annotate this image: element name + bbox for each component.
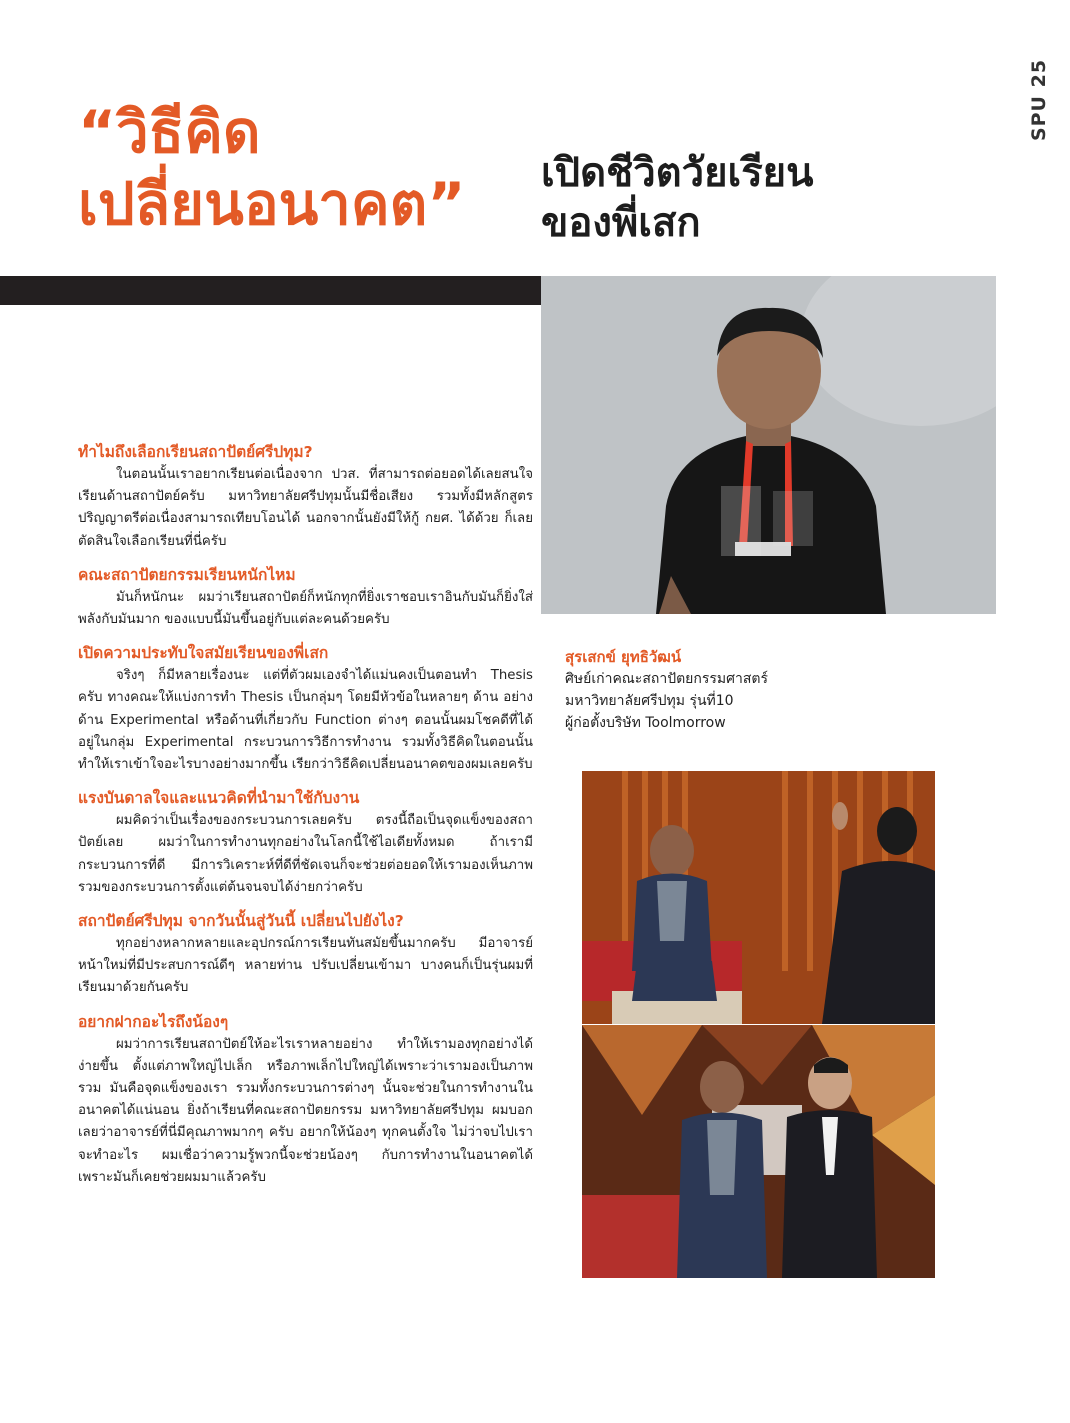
- answer-paragraph: ผมคิดว่าเป็นเรื่องของกระบวนการเลยครับ ตรงนี้ถือเป็นจุดแข็งของสถาปัตย์เลย ผมว่าในการทำงานทุกอย่างในโลกนี้ใช้ไอเดียทั้งหมด ถ้าเรามีกระบวนการที่ดี มีการวิเคราะห์ที่ดีที่ชัดเจนก็จะช่วยต่อยอดให้เรามองเห็นภาพรวมของกระบวนการตั้งแต่ต้นจนจบได้ง่ายกว่าครับ: [78, 813, 533, 895]
- headline-quote: [78, 96, 518, 240]
- qa-section: [78, 641, 533, 776]
- question-heading: อยากฝากอะไรถึงน้องๆ: [78, 1012, 229, 1031]
- question-heading: เปิดความประทับใจสมัยเรียนของพี่เสก: [78, 644, 329, 663]
- answer-paragraph: ผมว่าการเรียนสถาปัตย์ให้อะไรเราหลายอย่าง ทำให้เรามองทุกอย่างได้ง่ายขึ้น ตั้งแต่ภาพใหญ่ไปเล็ก หรือภาพเล็กไปใหญ่ได้เพราะว่าเรามองเป็นภาพรวม มันคือจุดแข็งของเรา รวมทั้งกระบวนการต่างๆ นั้นจะช่วยในการทำงานในอนาคตได้แน่นอน ยิ่งถ้าเรียนที่คณะสถาปัตยกรรม มหาวิทยาลัยศรีปทุม ผมบอกเลยว่าอาจารย์ที่นี่มีคุณภาพมากๆ ครับ อยากให้น้องๆ ทุกคนตั้งใจ ไม่ว่าจบไปเราจะทำอะไร ผมเชื่อว่าความรู้พวกนี้จะช่วยน้องๆ กับการทำงานในอนาคตได้ เพราะมันก็เคยช่วยผมมาแล้วครับ: [78, 1036, 533, 1185]
- caption-name: สุรเสกข์ ยุทธิวัฒน์: [565, 648, 682, 666]
- headline-subtitle-line-1: เปิดชีวิตวัยเรียน: [541, 150, 814, 196]
- portrait-caption: [565, 646, 865, 734]
- page-number: [1024, 55, 1054, 145]
- question-heading: ทำไมถึงเลือกเรียนสถาปัตย์ศรีปทุม?: [78, 443, 313, 461]
- portrait-illustration: [541, 276, 996, 614]
- headline-subtitle-line-2: ของพี่เสก: [541, 200, 701, 246]
- question-heading: คณะสถาปัตยกรรมเรียนหนักไหม: [78, 565, 296, 584]
- caption-line-1: ศิษย์เก่าคณะสถาปัตยกรรมศาสตร์: [565, 671, 769, 687]
- headline-subtitle: [541, 148, 961, 248]
- interview-illustration-2: [582, 1025, 935, 1278]
- qa-section: [78, 563, 533, 631]
- answer-paragraph: จริงๆ ก็มีหลายเรื่องนะ แต่ที่ตัวผมเองจำได้แม่นคงเป็นตอนทำ Thesis ครับ ทางคณะให้แบ่งการทำ Thesis เป็นกลุ่มๆ โดยมีหัวข้อในหลายๆ ด้าน อย่างด้าน Experimental หรือด้านที่เกี่ยวกับ Function ต่างๆ ตอนนั้นผมโชคดีที่ได้อยู่ในกลุ่ม Experimental กระบวนการวิธีการทำงาน รวมทั้งวิธีคิดในตอนนั้นทำให้เราเข้าใจอะไรบางอย่างมากขึ้น เรียกว่าวิธีคิดเปลี่ยนอนาคตของผมเลยครับ: [78, 668, 533, 773]
- decorative-bar: [0, 276, 541, 305]
- question-heading: สถาปัตย์ศรีปทุม จากวันนั้นสู่วันนี้ เปลี่ยนไปยังไง?: [78, 912, 404, 931]
- headline-quote-line-1: “วิธีคิด: [78, 98, 261, 166]
- caption-line-2: มหาวิทยาลัยศรีปทุม รุ่นที่10: [565, 693, 734, 709]
- page-number-text: SPU 25: [1028, 58, 1050, 142]
- answer-paragraph: ทุกอย่างหลากหลายและอุปกรณ์การเรียนทันสมัยขึ้นมากครับ มีอาจารย์หน้าใหม่ที่มีประสบการณ์ดีๆ หลายท่าน ปรับเปลี่ยนเข้ามา บางคนก็เป็นรุ่นผมที่เรียนมาด้วยกันครับ: [78, 936, 533, 996]
- qa-section: [78, 909, 533, 1000]
- interview-illustration-1: [582, 771, 935, 1024]
- interview-photo-2: [582, 1025, 935, 1278]
- qa-section: [78, 1010, 533, 1189]
- article-body: [78, 440, 533, 1199]
- answer-paragraph: มันก็หนักนะ ผมว่าเรียนสถาปัตย์ก็หนักทุกที่ยิ่งเราชอบเราอินกับมันก็ยิ่งใส่พลังกับมันมาก ของแบบนี้มันขึ้นอยู่กับแต่ละคนด้วยครับ: [78, 589, 533, 628]
- headline-quote-line-2: เปลี่ยนอนาคต”: [78, 170, 466, 238]
- question-heading: แรงบันดาลใจและแนวคิดที่นำมาใช้กับงาน: [78, 789, 360, 808]
- portrait-photo: [541, 276, 996, 614]
- interview-photo-1: [582, 771, 935, 1024]
- qa-section: [78, 440, 533, 553]
- caption-line-3: ผู้ก่อตั้งบริษัท Toolmorrow: [565, 715, 726, 731]
- qa-section: [78, 786, 533, 899]
- answer-paragraph: ในตอนนั้นเราอยากเรียนต่อเนื่องจาก ปวส. ที่สามารถต่อยอดได้เลยสนใจเรียนด้านสถาปัตย์ครับ มหาวิทยาลัยศรีปทุมนั้นมีชื่อเสียง รวมทั้งมีหลักสูตรปริญญาตรีต่อเนื่องสามารถเทียบโอนได้ นอกจากนั้นยังมีให้กู้ กยศ. ได้ด้วย ก็เลยตัดสินใจเลือกเรียนที่นี่ครับ: [78, 467, 533, 549]
